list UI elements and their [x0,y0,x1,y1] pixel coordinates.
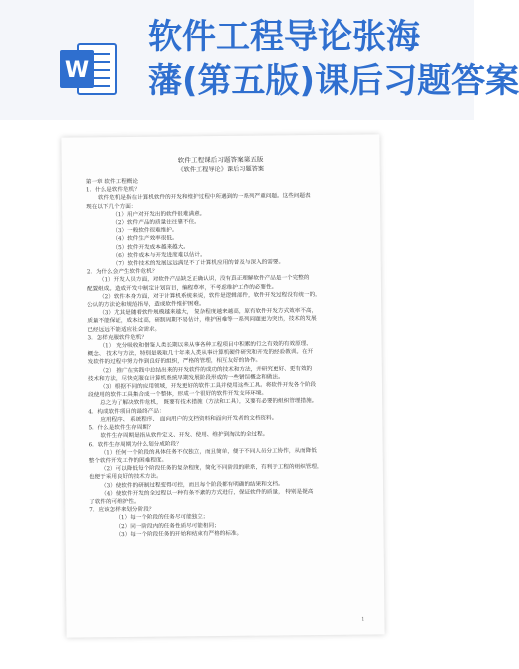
text-line: 段使用的软件工具集合成一个整体，形成一个很好的软件开发支环环境。 [88,390,268,399]
text-line: 质量不能保证，成本过高，研制周期不易估计，维护困难等一系列问题更为突出，技术的发展 [87,316,317,325]
text-line: 也便于采用良好的技术方法。 [88,473,162,481]
text-line: 整个软件开发工作的困难程度。 [88,457,168,465]
text-line: （3）每一个阶段任务的开始和结束有严格的标准。 [115,530,243,538]
text-line: （5）软件开发成本越来越大。 [112,243,189,251]
text-line: 公认的方法论和规范指导，造成软件维护困难。 [87,301,205,309]
text-line: 2．为什么会产生软件危机？ [86,268,158,276]
text-line: （7）软件技术的发展远远满足不了计算机应用的普及与深入的需要。 [112,259,285,268]
text-line: （1）每一个阶段的任务尽可能独立； [115,514,209,522]
text-line: 1．什么是软件危机？ [85,187,140,194]
text-line: （3）根据不同的应用领域，开发更好的软件工具并使用这些工具。将软件开发各个阶段 [99,382,317,391]
text-line: （3）尤其是随着软件规模越来越大， 复杂程度越来越高，原有软件开发方式效率不高， [99,308,318,317]
document-body [86,155,360,540]
text-line: （3）一般软件很难维护。 [112,227,178,235]
text-line: （1） 充分吸收和借鉴人类长期以来从事各种工程项目中积累的行之有效的有效原理、 [99,341,312,350]
text-line: （2） 推广在实践中总结出来的开发软件的成功的技术和方法，并研究更好、更有效的 [99,365,313,374]
text-line: （2）软件本身方面，对于计算机系统来说，软件是逻辑部件，软件开发过程没有统一的， [99,291,321,301]
text-line: 第一章 软件工程概论 [85,178,139,186]
text-line: 软件生存周期是指从软件定义、开发、使用、维护到淘汰的全过程。 [100,431,269,440]
text-line: （2）软件产品的质量往往靠不住。 [112,219,200,227]
document-title: 软件工程课后习题答案第五版 [177,155,264,165]
text-line: （3）使软件的研制过程变得可控，而且每个阶段都有明确的结果和文档。 [101,480,284,489]
text-line: 了软件的可维护性。 [89,498,140,506]
logo-letter: W [64,58,90,83]
word-document-icon [58,38,120,100]
document-subtitle: 《软件工程导论》课后习题答案 [177,165,265,174]
page-title-line-2: 藩(第五版)课后习题答案 [148,61,519,101]
text-line: 配置组成。造成开发中制定计划盲目，编程草率，不考虑维护工作的必要性。 [86,284,278,293]
text-line: 7．应该怎样来划分阶段？ [89,506,155,514]
page-number: 1 [361,616,365,623]
text-line: （4）软件生产效率很低。 [112,235,178,243]
text-line: （6）软件成本与开发进度难以估计。 [112,252,206,259]
document-page [61,134,384,637]
text-line: 总之为了解决软件危机， 既要有技术措施（方法和工具），又要有必要的组织管理措施。 [100,398,318,407]
text-line: （2）同一阶段内的任务性质尽可能相同； [115,522,220,530]
text-line: 概念、 技术与方法，特别是吸取几十年来人类从事计算机硬件研究和开发的经验教训。在开 [87,349,314,358]
text-line: （1）用户对开发出的软件很难满意。 [112,210,206,218]
text-line: 技术和方法，尽快克服在计算机系统早期发展阶段形成的一些错误概念和做法。 [87,374,284,383]
text-line: 应用程序、 系统程序、 面向用户的文档资料和面向开发者的文档资料。 [100,415,278,424]
text-line: 现在以下几个方面： [86,203,137,211]
text-line: 4．构成软件项目的最终产品： [88,408,165,416]
text-line: 软件危机是指在计算机软件的开发和维护过程中所遇到的一系列严重问题。这些问题表 [98,193,311,202]
text-line: 3．怎样克服软件危机？ [87,334,148,342]
page-title-line-1: 软件工程导论张海 [148,17,420,57]
header-banner [0,0,519,120]
text-line: 5．什么是软件生存周期？ [88,424,154,432]
text-line: 发软件的过程中努力作到良好的组织，严格的管理，相互友好的协作。 [87,358,262,366]
text-line: （1）开发人员方面，对软件产品缺乏正确认识，没有真正理解软件产品是一个完整的 [98,275,310,284]
text-line: （4）使软件开发的全过程以一种有条不紊的方式进行，保证软件的质量， 特别是提高 [101,488,314,498]
text-line: （2）可以降低每个阶段任务的复杂程度，简化不同阶段的联系，有利于工程的组织管理， [100,464,323,473]
document-lines [86,176,360,540]
text-line: 已经远远不能适应社会需求。 [87,326,161,334]
text-line: （1）任何一个阶段的具体任务不仅独立，而且简单，便于不同人员分工协作，从而降低 [100,447,317,456]
text-line: 6．软件生存周期为什么划分成阶段？ [88,440,182,448]
